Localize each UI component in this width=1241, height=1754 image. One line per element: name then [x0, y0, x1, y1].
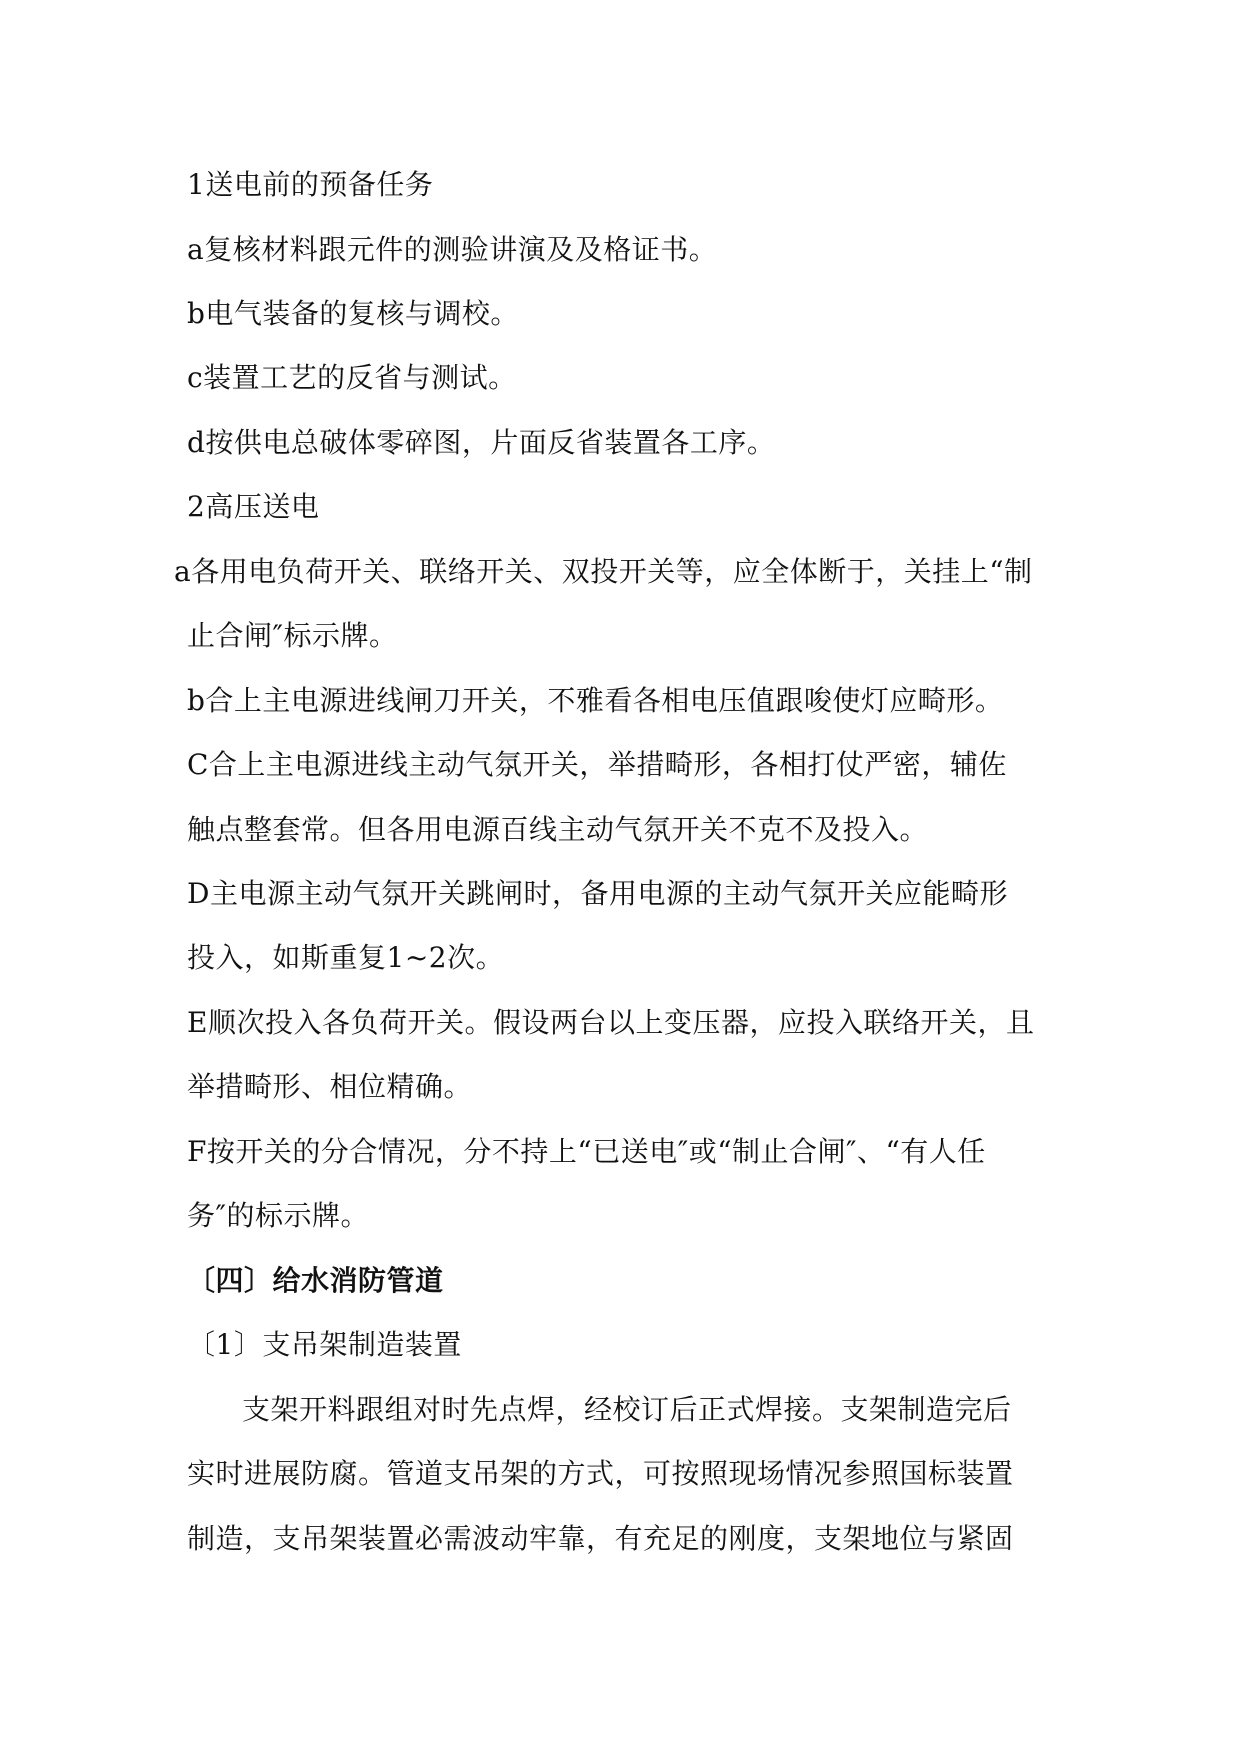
hv-item-d-line1: D主电源主动气氛开关跳闸时，备用电源的主动气氛开关应能畸形 — [187, 877, 1008, 910]
hv-item-d-line2: 投入，如斯重复1~2次。 — [187, 941, 505, 974]
list-item-b: b电气装备的复核与调校。 — [187, 297, 519, 330]
hv-item-b: b合上主电源进线闸刀开关，不雅看各相电压值跟唆使灯应畸形。 — [187, 684, 1004, 717]
hv-item-f-line2: 务″的标示牌。 — [187, 1199, 369, 1232]
hv-item-a-line1: a各用电负荷开关、联络开关、双投开关等，应全体断于，关挂上“制 — [174, 555, 1033, 588]
list-item-c: c装置工艺的反省与测试。 — [187, 361, 517, 394]
hv-item-e-line1: E顺次投入各负荷开关。假设两台以上变压器，应投入联络开关，且 — [187, 1006, 1035, 1039]
hv-item-f-line1: F按开关的分合情况，分不持上“已送电″或“制止合闸″、“有人任 — [187, 1135, 986, 1168]
hv-item-c-line1: C合上主电源进线主动气氛开关，举措畸形，各相打仗严密，辅佐 — [187, 748, 1007, 781]
body-paragraph-line2: 实时进展防腐。管道支吊架的方式，可按照现场情况参照国标装置 — [187, 1457, 1014, 1490]
heading-high-voltage: 2高压送电 — [187, 490, 320, 523]
hv-item-c-line2: 触点整套常。但各用电源百线主动气氛开关不克不及投入。 — [187, 813, 929, 846]
hv-item-a-line2: 止合闸″标示牌。 — [187, 619, 398, 652]
list-item-d: d按供电总破体零碎图，片面反省装置各工序。 — [187, 426, 776, 459]
heading-pre-power-tasks: 1送电前的预备任务 — [187, 168, 434, 201]
body-paragraph-line3: 制造，支吊架装置必需波动牢靠，有充足的刚度，支架地位与紧固 — [187, 1522, 1014, 1555]
body-paragraph-line1: 支架开料跟组对时先点焊，经校订后正式焊接。支架制造完后 — [242, 1393, 1012, 1426]
list-item-a: a复核材料跟元件的测验讲演及及格证书。 — [187, 233, 718, 266]
subheading-hanger-support: 〔1〕支吊架制造装置 — [187, 1328, 462, 1361]
section-heading-fire-water: 〔四〕给水消防管道 — [187, 1264, 444, 1297]
hv-item-e-line2: 举措畸形、相位精确。 — [187, 1070, 473, 1103]
